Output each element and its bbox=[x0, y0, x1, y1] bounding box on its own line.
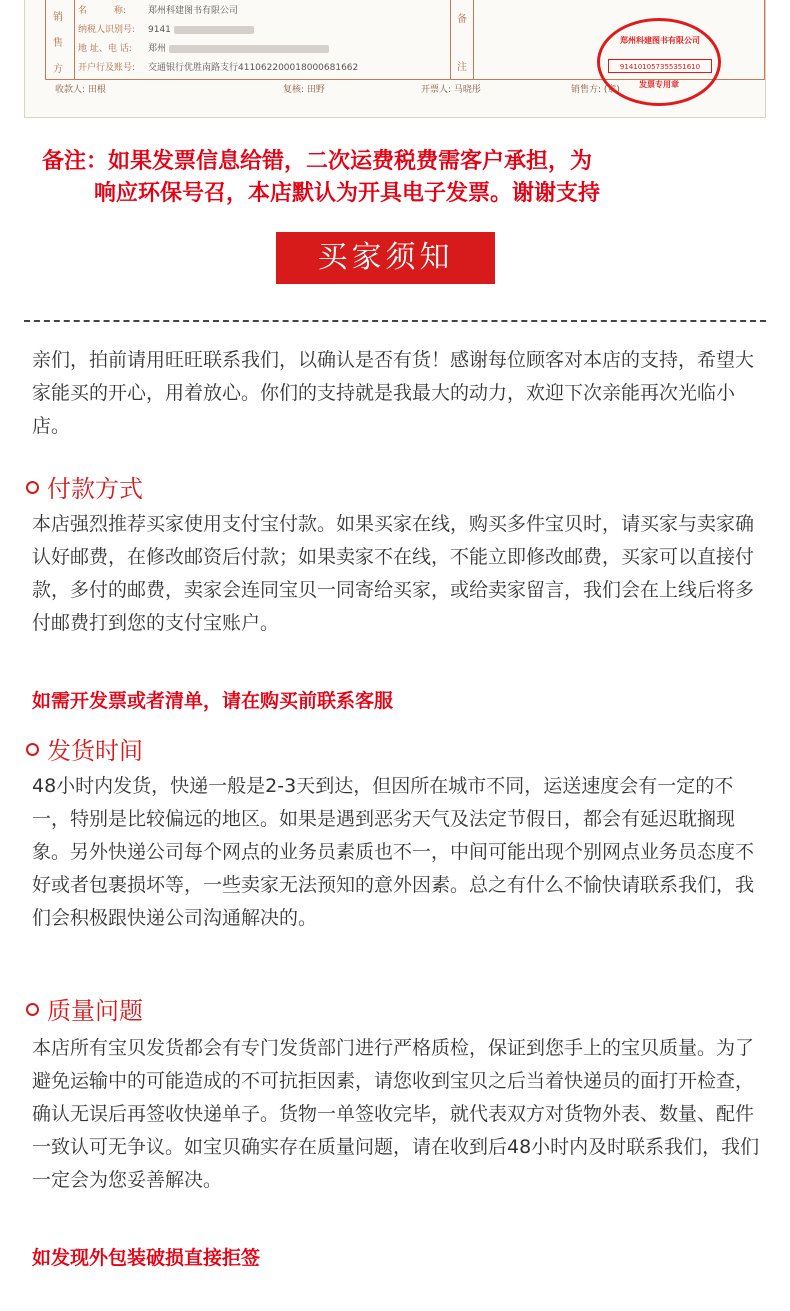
row-label: 开户行及账号: bbox=[78, 63, 136, 73]
section-title-quality bbox=[26, 996, 143, 1026]
seal-company: 郑州科建图书有限公司 bbox=[620, 36, 700, 45]
seller-seal-label: 销售方: (章) bbox=[571, 85, 620, 95]
redacted-block bbox=[174, 26, 254, 34]
section-title-payment bbox=[26, 474, 143, 504]
note-char: 注 bbox=[457, 62, 467, 73]
note-char: 备 bbox=[457, 14, 467, 25]
section-title-text: 发货时间 bbox=[47, 737, 143, 765]
seller-info-rows bbox=[78, 2, 458, 78]
row-value: 交通银行优胜南路支行411062200018000681662 bbox=[148, 63, 359, 73]
seller-bank-row bbox=[78, 59, 458, 78]
seller-side-label bbox=[46, 0, 75, 79]
seller-taxid-row bbox=[78, 21, 458, 40]
invoice-seal-stamp bbox=[597, 18, 721, 106]
row-value: 9141 bbox=[148, 25, 171, 35]
section-title-shipping bbox=[26, 736, 143, 766]
bullet-circle-icon bbox=[26, 743, 39, 756]
invoice-note-column bbox=[450, 0, 474, 79]
payee-label: 收款人: 田根 bbox=[55, 85, 106, 95]
row-label: 名 称: bbox=[78, 6, 127, 16]
reviewer-label: 复核: 田野 bbox=[283, 85, 325, 95]
invoice-image bbox=[24, 0, 766, 118]
seal-type: 发票专用章 bbox=[639, 80, 679, 89]
buyer-notice-banner: 买家须知 bbox=[276, 232, 495, 284]
row-value: 郑州科建图书有限公司 bbox=[148, 6, 239, 16]
seller-address-row bbox=[78, 40, 458, 59]
shipping-paragraph: 48小时内发货，快递一般是2-3天到达，但因所在城市不同，运送速度会有一定的不一，特别是比较偏远的地区。如果是遇到恶劣天气及法定节假日，都会有延迟耽搁现象。另外快递公司每个网点的业务员素质也不一，中间可能出现个别网点业务员态度不好或者包裹损坏等，一些卖家无法预知的意外因素。总之有什么不愉快请联系我们，我们会积极跟快递公司沟通解决的。 bbox=[32, 775, 755, 929]
payment-note: 如需开发票或者清单，请在购买前联系客服 bbox=[32, 690, 394, 712]
row-label: 地 址、电 话: bbox=[78, 44, 132, 54]
side-char: 售 bbox=[53, 38, 63, 49]
row-value: 郑州 bbox=[148, 44, 167, 54]
payment-paragraph: 本店强烈推荐买家使用支付宝付款。如果买家在线，购买多件宝贝时，请买家与卖家确认好邮费，在修改邮资后付款；如果卖家不在线，不能立即修改邮费，买家可以直接付款，多付的邮费，卖家会连同宝贝一同寄给买家，或给卖家留言，我们会在上线后将多付邮费打到您的支付宝账户。 bbox=[32, 513, 755, 634]
row-label: 纳税人识别号: bbox=[78, 25, 136, 35]
section-title-text: 质量问题 bbox=[47, 997, 143, 1025]
section-title-text: 付款方式 bbox=[47, 475, 143, 503]
dashed-divider bbox=[24, 320, 766, 322]
intro-paragraph: 亲们，拍前请用旺旺联系我们，以确认是否有货！感谢每位顾客对本店的支持，希望大家能买的开心，用着放心。你们的支持就是我最大的动力，欢迎下次亲能再次光临小店。 bbox=[32, 349, 755, 437]
side-char: 方 bbox=[53, 64, 63, 75]
seal-tax-id: 914101057355351610 bbox=[608, 59, 712, 73]
quality-note: 如发现外包装破损直接拒签 bbox=[32, 1247, 261, 1269]
issuer-label: 开票人: 马晓彤 bbox=[421, 85, 481, 95]
remark-line-1: 备注：如果发票信息给错，二次运费税费需客户承担，为 bbox=[42, 149, 593, 174]
invoice-remark bbox=[42, 146, 762, 210]
quality-paragraph: 本店所有宝贝发货都会有专门发货部门进行严格质检，保证到您手上的宝贝质量。为了避免运输中的可能造成的不可抗拒因素，请您收到宝贝之后当着快递员的面打开检查，确认无误后再签收快递单子。货物一单签收完毕，就代表双方对货物外表、数量、配件一致认可无争议。如宝贝确实存在质量问题，请在收到后48小时内及时联系我们，我们一定会为您妥善解决。 bbox=[32, 1037, 760, 1191]
bullet-circle-icon bbox=[26, 481, 39, 494]
side-char: 销 bbox=[53, 12, 63, 23]
bullet-circle-icon bbox=[26, 1003, 39, 1016]
seller-name-row bbox=[78, 2, 458, 21]
remark-line-2: 响应环保号召，本店默认为开具电子发票。谢谢支持 bbox=[94, 181, 601, 206]
redacted-block bbox=[169, 45, 329, 53]
